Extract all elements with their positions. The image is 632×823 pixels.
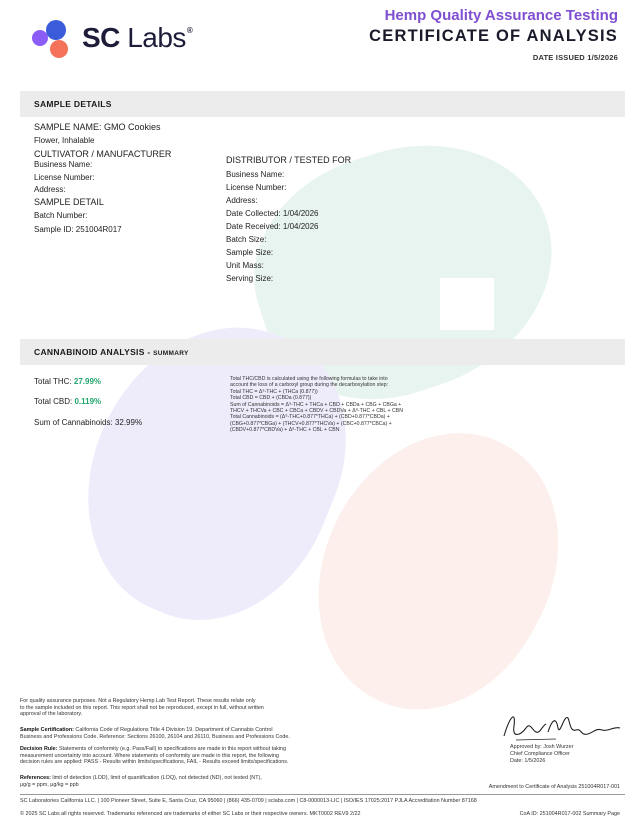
formula-line: Total THC/CBD is calculated using the following formulas to take into: [230, 376, 388, 382]
sc-labs-logo: [30, 18, 210, 62]
cannabinoid-analysis-title: CANNABINOID ANALYSIS - SUMMARY: [34, 347, 189, 357]
formula-line: account the loss of a carboxyl group during the decarboxylation step:: [230, 382, 389, 389]
sample-size: Sample Size:: [226, 248, 274, 257]
cultivator-address: Address:: [34, 185, 66, 194]
signature-block: [496, 706, 626, 768]
serving-size: Serving Size:: [226, 274, 274, 283]
approved-by: Approved by: Josh Wurzer: [510, 744, 574, 750]
disclaimer: For quality assurance purposes. Not a Regulatory Hemp Lab Test Report. These results relate only to the sample included on this report. This report shall not be reproduced, except in full, without written approval of the laboratory.: [20, 698, 264, 718]
unit-mass: Unit Mass:: [226, 261, 264, 270]
distributor-business-name: Business Name:: [226, 170, 285, 179]
formula-line: (CBG+0.877*CBGa) + (THCV+0.877*THCVa) + (CBC+0.877*CBCa) +: [230, 420, 392, 427]
sample-id: Sample ID: 251004R017: [34, 225, 122, 234]
footer-divider: [20, 794, 625, 795]
date-received: Date Received: 1/04/2026: [226, 222, 319, 231]
formula-line: Total CBD = CBD + (CBDa (0.877)): [230, 395, 312, 402]
formula-line: Total Cannabinoids = (Δ⁹-THC+0.877*THCa) + (CBD+0.877*CBDa) +: [230, 414, 390, 421]
photo-placeholder: [440, 278, 494, 330]
calculation-formulas: [230, 376, 430, 434]
sample-certification: Sample Certification: California Code of Regulations Title 4 Division 19. Department of Cannabis Control Business and Professions Code. Reference: Sections 26100, 26104 and 26110, Business and Professions Code.: [20, 727, 290, 740]
product-type: Flower, Inhalable: [34, 136, 95, 145]
batch-size: Batch Size:: [226, 235, 267, 244]
document-title: CERTIFICATE OF ANALYSIS: [369, 27, 618, 45]
distributor-license-number: License Number:: [226, 183, 287, 192]
cultivator-heading: CULTIVATOR / MANUFACTURER: [34, 149, 172, 159]
decision-rule: Decision Rule: Statements of conformity (e.g. Pass/Fail) to specifications are made in this report without taking measurement uncertainty into account. Where statements of conformity are made in this report, the following decision rules are applied: PASS - Results within limits/specifications, FAIL - Results exceed limits/specifications.: [20, 746, 289, 766]
sample-detail-heading: SAMPLE DETAIL: [34, 197, 104, 207]
formula-line: Total THC = Δ⁹-THC + (THCa (0.877)): [230, 388, 318, 395]
total-cbd-value: 0.119%: [74, 397, 102, 406]
distributor-heading: DISTRIBUTOR / TESTED FOR: [226, 155, 352, 165]
sample-name: SAMPLE NAME: GMO Cookies: [34, 122, 161, 132]
cultivator-business-name: Business Name:: [34, 160, 93, 169]
formula-line: THCV + THCVa + CBC + CBCa + CBDV + CBDVa + Δ⁸-THC + CBL + CBN: [230, 408, 403, 415]
date-issued: DATE ISSUED 1/5/2026: [532, 53, 618, 62]
references: References: limit of detection (LOD), limit of quantification (LOQ), not detected (ND), not tested (NT), μg/g = ppm, μg/kg = ppb: [20, 775, 262, 788]
document-category: Hemp Quality Assurance Testing: [384, 7, 618, 24]
total-cbd: Total CBD: 0.119%: [34, 397, 102, 406]
approval-date: Date: 1/5/2026: [510, 758, 546, 764]
batch-number: Batch Number:: [34, 211, 88, 220]
coa-id: CoA ID: 251004R017-002 Summary Page: [519, 811, 620, 817]
amendment-note: Amendment to Certificate of Analysis 251004R017-001: [488, 784, 620, 790]
logo-dot-blue: [46, 20, 66, 40]
total-thc: Total THC: 27.99%: [34, 377, 102, 386]
total-thc-value: 27.99%: [73, 377, 102, 386]
cultivator-license-number: License Number:: [34, 173, 95, 182]
date-collected: Date Collected: 1/04/2026: [226, 209, 319, 218]
lab-address-line: SC Laboratories California LLC. | 100 Pioneer Street, Suite E, Santa Cruz, CA 95060 | (866) 435-0709 | sclabs.com | C8-0000013-LIC | ISO/IES 17025:2017 PJLA Accreditation Number 87168: [20, 798, 477, 804]
approver-title: Chief Compliance Officer: [510, 751, 570, 757]
signature-image: [496, 706, 626, 746]
logo-dot-pink: [50, 40, 68, 58]
distributor-address: Address:: [226, 196, 258, 205]
sample-details-header: [20, 91, 625, 117]
sample-details-title: SAMPLE DETAILS: [34, 99, 112, 109]
formula-line: (CBDV+0.877*CBDVa) + Δ⁸-THC + CBL + CBN: [230, 427, 340, 434]
formula-line: Sum of Cannabinoids = Δ⁹-THC + THCa + CBD + CBDa + CBG + CBGa +: [230, 401, 402, 408]
logo-wordmark: SC Labs®: [82, 22, 193, 53]
copyright: © 2025 SC Labs all rights reserved. Trademarks referenced are trademarks of either SC Labs or their respective owners. MKT0002 REV9 2/22: [20, 811, 361, 817]
sum-of-cannabinoids: Sum of Cannabinoids: 32.99%: [34, 418, 143, 427]
cannabinoid-analysis-header: [20, 339, 625, 365]
